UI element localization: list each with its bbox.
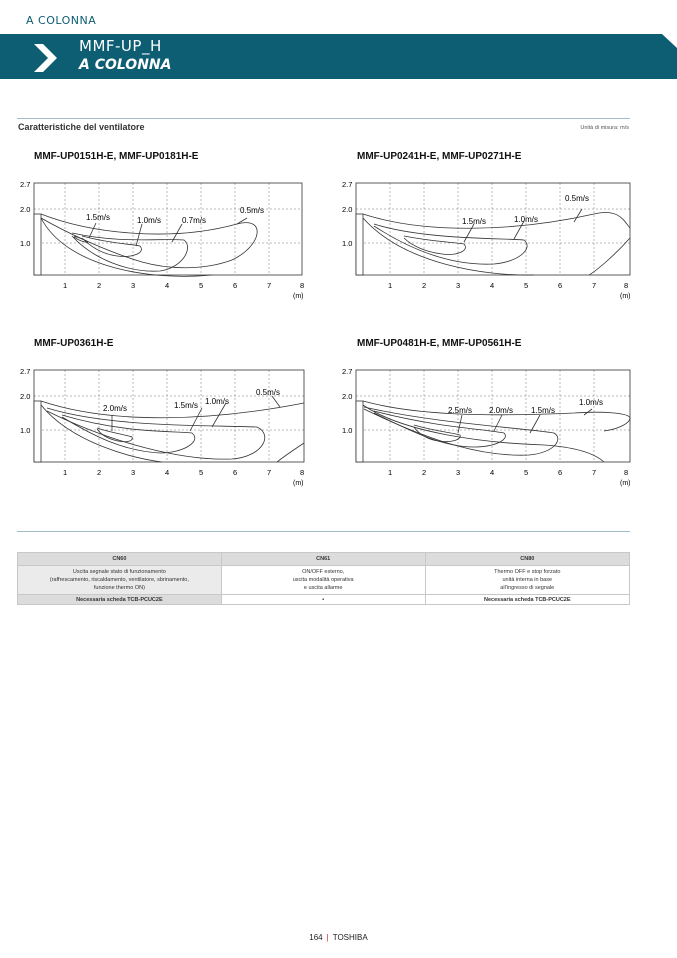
x-tick: 1 [388,468,393,477]
chart-4-title: MMF-UP0481H-E, MMF-UP0561H-E [357,338,522,349]
table-cell: • [221,595,425,605]
y-tick: 2.7 [342,367,353,376]
y-tick: 1.0 [20,426,31,435]
chart-2-contours [363,209,630,275]
chart-1-grid [34,183,302,275]
chart-1 [12,176,312,311]
chart-1-frame [34,183,302,275]
chart-2-title: MMF-UP0241H-E, MMF-UP0271H-E [357,151,522,162]
x-tick: 5 [199,281,204,290]
velocity-label: 1.5m/s [86,213,111,222]
x-tick: 3 [456,468,461,477]
unit-body [34,401,41,462]
velocity-label: 0.5m/s [240,206,265,215]
x-tick: 2 [422,468,427,477]
table-cell [18,566,222,595]
x-tick: 2 [422,281,427,290]
x-unit: (m) [293,480,304,487]
table-header: CN80 [425,553,629,566]
table-header: CN61 [221,553,425,566]
banner-title: MMF-UP_H [79,37,162,55]
chart-4-frame [356,370,630,462]
cell-line: (raffrescamento, riscaldamento, ventilatore, sbrinamento, [49,577,189,583]
page-number: 164 [309,933,323,942]
velocity-label: 2.0m/s [489,406,514,415]
chart-3 [12,363,312,498]
x-tick: 8 [300,281,305,290]
y-tick: 1.0 [20,239,31,248]
velocity-label: 2.5m/s [448,406,473,415]
velocity-label: 1.0m/s [137,216,162,225]
x-tick: 4 [165,468,170,477]
unit-note: Unità di misura: m/s [580,125,629,131]
x-tick: 7 [592,281,597,290]
y-tick: 2.7 [342,180,353,189]
table-cell [221,566,425,595]
banner-subtitle: A COLONNA [79,57,172,73]
page-footer [0,933,677,942]
section-title: Caratteristiche del ventilatore [18,122,145,132]
table-cell: Necessaria scheda TCB-PCUC2E [18,595,222,605]
chart-4 [334,363,634,498]
cell-line: Uscita segnale stato di funzionamento [72,569,166,575]
x-unit: (m) [620,293,631,300]
y-tick: 1.0 [342,239,353,248]
velocity-label: 0.5m/s [565,194,590,203]
chart-3-grid [34,370,304,462]
x-tick: 7 [267,468,272,477]
table-cell: Necessaria scheda TCB-PCUC2E [425,595,629,605]
chart-1-title: MMF-UP0151H-E, MMF-UP0181H-E [34,151,199,162]
cell-line: funzione thermo ON) [93,585,145,591]
x-unit: (m) [620,480,631,487]
y-tick: 2.0 [20,392,31,401]
unit-body [356,401,363,462]
x-unit: (m) [293,293,304,300]
x-tick: 1 [63,468,68,477]
y-tick: 2.7 [20,367,31,376]
x-tick: 8 [624,468,629,477]
y-tick: 2.0 [20,205,31,214]
x-tick: 6 [558,468,563,477]
divider [17,118,630,119]
x-tick: 4 [490,468,495,477]
x-tick: 6 [233,468,238,477]
brand-name: TOSHIBA [332,933,368,942]
table-row [18,566,630,595]
velocity-label: 0.7m/s [182,216,207,225]
title-banner [0,34,677,79]
y-tick: 2.0 [342,205,353,214]
divider [17,531,630,532]
x-tick: 5 [524,281,529,290]
velocity-label: 1.5m/s [462,217,487,226]
chart-3-contours [41,396,304,462]
section-top-label: A COLONNA [26,14,97,27]
x-tick: 3 [131,468,136,477]
x-tick: 1 [63,281,68,290]
cell-line: e uscita allarme [303,585,343,591]
x-tick: 7 [267,281,272,290]
cell-line: all'ingresso di segnale [500,585,555,591]
cell-line: Thermo OFF e stop forzato [494,569,561,575]
table-cell [425,566,629,595]
x-tick: 1 [388,281,393,290]
velocity-label: 0.5m/s [256,388,281,397]
chart-4-grid [356,370,630,462]
velocity-label: 2.0m/s [103,404,128,413]
cell-line: uscita modalità operativa [292,577,354,583]
velocity-label: 1.5m/s [174,401,199,410]
y-tick: 2.7 [20,180,31,189]
velocity-label: 1.0m/s [579,398,604,407]
x-tick: 5 [524,468,529,477]
unit-body [34,214,41,275]
x-tick: 3 [131,281,136,290]
x-tick: 6 [233,281,238,290]
chart-3-frame [34,370,304,462]
footer-separator: | [326,933,329,942]
cell-line: unità interna in base [502,577,553,583]
table-row [18,595,630,605]
chart-3-title: MMF-UP0361H-E [34,338,114,349]
unit-body [356,214,363,275]
connector-table [17,552,630,605]
x-tick: 5 [199,468,204,477]
x-tick: 8 [624,281,629,290]
x-tick: 4 [490,281,495,290]
x-tick: 8 [300,468,305,477]
y-tick: 2.0 [342,392,353,401]
chart-2 [334,176,634,311]
y-tick: 1.0 [342,426,353,435]
velocity-label: 1.5m/s [531,406,556,415]
x-tick: 7 [592,468,597,477]
velocity-label: 1.0m/s [205,397,230,406]
cell-line: ON/OFF esterno, [302,569,345,575]
table-header: CN60 [18,553,222,566]
x-tick: 3 [456,281,461,290]
velocity-label: 1.0m/s [514,215,539,224]
x-tick: 2 [97,468,102,477]
x-tick: 6 [558,281,563,290]
x-tick: 2 [97,281,102,290]
x-tick: 4 [165,281,170,290]
